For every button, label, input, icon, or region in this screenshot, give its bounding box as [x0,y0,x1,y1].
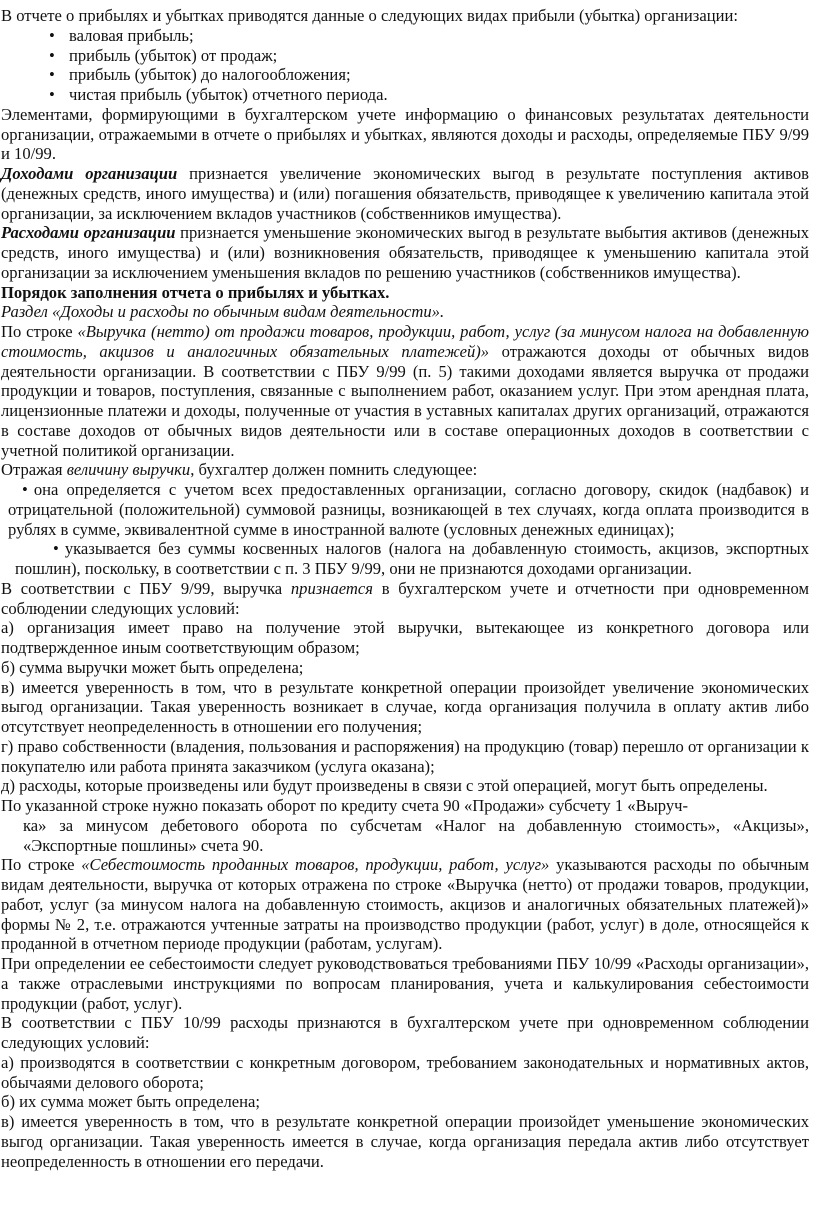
section-heading: Порядок заполнения отчета о прибылях и убытках. [1,282,390,302]
list-item: • прибыль (убыток) от продаж; [49,46,809,66]
intro-paragraph: В отчете о прибылях и убытках приводятся данные о следующих видах прибыли (убытка) организации: [1,6,738,25]
list-item: • валовая прибыль; [49,26,809,46]
cost-text-end: указываются расходы по обычным видам деятельности, выручка от которых отражена по строке «Выручка (нетто) от продажи товаров, продукции, работ, услуг (за минусом налога на добавленную стоимость, акцизов и аналогичных обязательных платежей)» формы № 2, т.е. отражаются учтенные затраты на производство продукции (работ, услуг) в доле, относящейся к проданной в отчетном периоде продукции (работам, услугам). [1,855,809,954]
profit-types-list [1,26,809,105]
revenue-amount-term: величину выручки [66,460,191,480]
condition-item: г) право собственности (владения, пользования и распоряжения) на продукцию (товар) перешло от организации к покупателю или работа принята заказчиком (услуга оказана); [1,736,809,776]
expense-recognition-paragraph: В соответствии с ПБУ 10/99 расходы признаются в бухгалтерском учете при одновременном соблюдении следующих условий: [1,1013,809,1052]
recognition-paragraph [1,579,809,619]
turnover-paragraph-line1: По указанной строке нужно показать оборот по кредиту счета 90 «Продажи» субсчету 1 «Выруч- [1,796,689,815]
income-definition-paragraph [1,164,809,223]
expense-definition-paragraph [1,223,809,282]
expense-condition-item: в) имеется уверенность в том, что в результате конкретной операции произойдет уменьшение экономических выгод организации. Такая уверенность имеется в случае, когда организация передала актив либо отсутствует неопределенность в отношении его передачи. [1,1112,809,1171]
recognition-term: признается [290,578,373,598]
elements-paragraph: Элементами, формирующими в бухгалтерском учете информацию о финансовых результатах деятельности организации, отражаемыми в отчете о прибылях и убытках, являются доходы и расходы, определяемые ПБУ 9/99 и 10/99. [1,104,809,164]
condition-item: в) имеется уверенность в том, что в результате конкретной операции произойдет увеличение экономических выгод организации. Такая уверенность возникает в случае, когда организация получила в оплату актив либо отсутствует неопределенность в отношении его получения; [1,677,809,736]
section-subtitle: Раздел «Доходы и расходы по обычным видам деятельности». [1,302,445,322]
condition-item: а) организация имеет право на получение этой выручки, вытекающее из конкретного договора или подтвержденное иным соответствующим образом; [1,618,809,657]
revenue-remember-paragraph [1,460,809,480]
cost-line-name: «Себестоимость проданных товаров, продукции, работ, услуг» [81,855,550,875]
list-item: • чистая прибыль (убыток) отчетного периода. [49,85,809,105]
revenue-rule-text: указывается без суммы косвенных налогов (налога на добавленную стоимость, акцизов, экспортных пошлин), поскольку, в соответствии с п. 3 ПБУ 9/99, они не признаются доходами организации. [15,539,809,578]
condition-item: д) расходы, которые произведены или будут произведены в связи с этой операцией, могут быть определены. [1,776,768,796]
turnover-paragraph-continuation: ка» за минусом дебетового оборота по субсчетам «Налог на добавленную стоимость», «Акцизы», «Экспортные пошлины» счета 90. [23,815,809,855]
list-item: • прибыль (убыток) до налогообложения; [49,65,809,85]
bullet-marker: • [22,480,28,499]
expense-condition-item: а) производятся в соответствии с конкретным договором, требованием законодательных и нормативных актов, обычаями делового оборота; [1,1052,809,1092]
condition-item: б) сумма выручки может быть определена; [1,657,304,677]
expense-definition-text: признается уменьшение экономических выгод в результате выбытия активов (денежных средств, иного имущества) и (или) возникновения обязательств, приводящее к уменьшению капитала этой организации за исключением уменьшения вкладов по решению участников (собственников имущества). [1,223,809,282]
cost-standard-paragraph: При определении ее себестоимости следует руководствоваться требованиями ПБУ 10/99 «Расходы организации», а также отраслевыми инструкциями по вопросам планирования, учета и калькулирования себестоимости продукции (работ, услуг). [1,954,809,1013]
revenue-text-end: отражаются доходы от обычных видов деятельности организации. В соответствии с ПБУ 9/99 (п. 5) такими доходами является выручка от продажи продукции и товаров, поступления, связанные с выполнением работ, оказанием услуг. При этом арендная плата, лицензионные платежи и доходы, полученные от участия в уставных капиталах других организаций, отражаются в составе доходов от обычных видов деятельности или в составе операционных доходов в соответствии с учетной политикой организации. [1,341,809,460]
revenue-line-paragraph [1,322,809,460]
recognition-text-start: В соответствии с ПБУ 9/99, выручка [1,578,291,598]
expense-condition-item: б) их сумма может быть определена; [1,1092,260,1112]
remember-text-start: Отражая [1,460,67,480]
remember-text-end: , бухгалтер должен помнить следующее: [190,460,478,480]
revenue-rule-item [1,480,809,539]
expense-term: Расходами организации [1,223,176,243]
revenue-text-start: По строке [1,322,78,341]
cost-text-start: По строке [1,855,82,875]
revenue-rule-text: она определяется с учетом всех предоставленных организации, согласно договору, скидок (надбавок) и отрицательной (положительной) суммовой разницы, возникающей в тех случаях, когда оплата производится в рублях в сумме, эквивалентной сумме в иностранной валюте (условных денежных единицах); [8,480,809,539]
recognition-text-end: в бухгалтерском учете и отчетности при одновременном соблюдении следующих условий: [1,578,809,618]
income-term: Доходами организации [1,164,178,183]
revenue-rule-item [1,539,809,579]
cost-line-paragraph [1,855,809,954]
revenue-line-name: «Выручка (нетто) от продажи товаров, продукции, работ, услуг (за минусом налога на добавленную стоимость, акцизов и аналогичных обязательных платежей)» [1,322,809,361]
income-definition-text: признается увеличение экономических выгод в результате поступления активов (денежных средств, иного имущества) и (или) погашения обязательств, приводящее к увеличению капитала этой организации, за исключением вкладов участников (собственников имущества). [1,164,809,223]
bullet-marker: • [53,539,59,559]
